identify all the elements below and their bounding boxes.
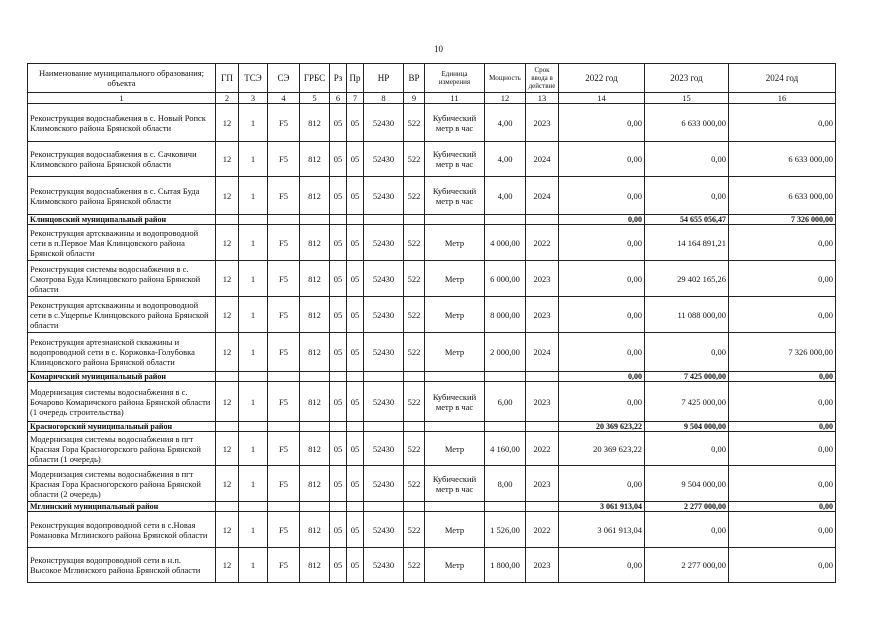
cell-nr: 52430 — [364, 177, 404, 215]
col-number: 4 — [268, 93, 300, 104]
col-header-power: Мощность — [485, 64, 526, 93]
cell-grbs — [300, 372, 330, 382]
col-header-2024: 2024 год — [729, 64, 836, 93]
cell-2023: 6 633 000,00 — [645, 104, 729, 142]
cell-term — [526, 422, 559, 432]
cell-2024: 6 633 000,00 — [729, 177, 836, 215]
cell-term: 2022 — [526, 225, 559, 261]
cell-2022: 0,00 — [559, 548, 645, 583]
cell-grbs: 812 — [300, 177, 330, 215]
cell-2024: 0,00 — [729, 372, 836, 382]
cell-2024: 0,00 — [729, 466, 836, 502]
cell-grbs: 812 — [300, 382, 330, 422]
cell-nr — [364, 502, 404, 512]
table-row — [28, 142, 836, 177]
cell-term: 2023 — [526, 297, 559, 333]
cell-tse — [239, 215, 268, 225]
cell-rz: 05 — [330, 382, 347, 422]
object-name: Реконструкция артскважины и водопроводной сети в п.Первое Мая Клинцовского района Брянской области — [28, 225, 216, 261]
cell-rz: 05 — [330, 466, 347, 502]
cell-unit — [425, 502, 485, 512]
cell-2023: 29 402 165,26 — [645, 261, 729, 297]
cell-2022: 20 369 623,22 — [559, 432, 645, 466]
cell-2022: 0,00 — [559, 466, 645, 502]
cell-power: 4 000,00 — [485, 225, 526, 261]
cell-gp: 12 — [216, 142, 239, 177]
cell-power: 1 800,00 — [485, 548, 526, 583]
cell-2023: 2 277 000,00 — [645, 548, 729, 583]
cell-unit: Метр — [425, 297, 485, 333]
cell-pr: 05 — [347, 225, 364, 261]
cell-2024: 0,00 — [729, 297, 836, 333]
cell-term: 2022 — [526, 432, 559, 466]
col-number: 7 — [347, 93, 364, 104]
cell-pr: 05 — [347, 512, 364, 548]
cell-grbs: 812 — [300, 297, 330, 333]
cell-gp: 12 — [216, 177, 239, 215]
cell-2024: 0,00 — [729, 104, 836, 142]
cell-unit: Метр — [425, 225, 485, 261]
cell-2023: 7 425 000,00 — [645, 382, 729, 422]
cell-power — [485, 422, 526, 432]
cell-grbs: 812 — [300, 548, 330, 583]
cell-nr: 52430 — [364, 382, 404, 422]
cell-2022: 0,00 — [559, 225, 645, 261]
cell-2023: 9 504 000,00 — [645, 422, 729, 432]
col-header-grbs: ГРБС — [300, 64, 330, 93]
col-number: 2 — [216, 93, 239, 104]
cell-pr: 05 — [347, 177, 364, 215]
cell-pr: 05 — [347, 466, 364, 502]
cell-power: 4,00 — [485, 177, 526, 215]
cell-gp — [216, 372, 239, 382]
cell-pr: 05 — [347, 548, 364, 583]
cell-term: 2023 — [526, 466, 559, 502]
cell-2023: 7 425 000,00 — [645, 372, 729, 382]
cell-vr: 522 — [404, 466, 425, 502]
district-total-row — [28, 502, 836, 512]
cell-gp: 12 — [216, 297, 239, 333]
cell-rz: 05 — [330, 297, 347, 333]
cell-nr — [364, 422, 404, 432]
cell-2022: 0,00 — [559, 104, 645, 142]
cell-gp — [216, 215, 239, 225]
cell-2022: 3 061 913,04 — [559, 512, 645, 548]
table-row — [28, 382, 836, 422]
cell-rz: 05 — [330, 225, 347, 261]
cell-tse: 1 — [239, 432, 268, 466]
cell-2022: 0,00 — [559, 333, 645, 372]
object-name: Реконструкция водопроводной сети в с.Новая Романовка Мглинского района Брянской области — [28, 512, 216, 548]
cell-pr: 05 — [347, 261, 364, 297]
cell-vr: 522 — [404, 382, 425, 422]
cell-tse: 1 — [239, 548, 268, 583]
cell-grbs — [300, 422, 330, 432]
col-number: 15 — [645, 93, 729, 104]
cell-unit: Кубический метр в час — [425, 177, 485, 215]
cell-gp: 12 — [216, 548, 239, 583]
district-name: Красногорский муниципальный район — [28, 422, 216, 432]
cell-term: 2023 — [526, 548, 559, 583]
cell-term: 2023 — [526, 261, 559, 297]
cell-unit: Кубический метр в час — [425, 382, 485, 422]
cell-term: 2024 — [526, 177, 559, 215]
col-header-2022: 2022 год — [559, 64, 645, 93]
cell-2024: 0,00 — [729, 512, 836, 548]
cell-term — [526, 215, 559, 225]
cell-pr: 05 — [347, 297, 364, 333]
col-header-se: СЭ — [268, 64, 300, 93]
cell-2022: 3 061 913,04 — [559, 502, 645, 512]
cell-2022: 0,00 — [559, 372, 645, 382]
cell-tse: 1 — [239, 177, 268, 215]
cell-vr: 522 — [404, 512, 425, 548]
col-header-gp: ГП — [216, 64, 239, 93]
col-number: 8 — [364, 93, 404, 104]
investment-table — [27, 63, 836, 583]
cell-se: F5 — [268, 104, 300, 142]
cell-rz — [330, 422, 347, 432]
cell-grbs: 812 — [300, 432, 330, 466]
cell-pr — [347, 372, 364, 382]
cell-2024: 6 633 000,00 — [729, 142, 836, 177]
cell-pr: 05 — [347, 142, 364, 177]
cell-unit: Кубический метр в час — [425, 104, 485, 142]
cell-nr: 52430 — [364, 466, 404, 502]
object-name: Реконструкция водоснабжения в с. Сачковичи Климовского района Брянской области — [28, 142, 216, 177]
cell-2024: 0,00 — [729, 432, 836, 466]
cell-unit: Метр — [425, 261, 485, 297]
table-row — [28, 104, 836, 142]
col-header-tse: ТСЭ — [239, 64, 268, 93]
object-name: Реконструкция водопроводной сети в н.п. Высокое Мглинского района Брянской области — [28, 548, 216, 583]
cell-tse: 1 — [239, 142, 268, 177]
cell-2022: 0,00 — [559, 215, 645, 225]
cell-grbs: 812 — [300, 104, 330, 142]
table-row — [28, 548, 836, 583]
cell-2024: 0,00 — [729, 261, 836, 297]
cell-power: 1 526,00 — [485, 512, 526, 548]
cell-power — [485, 372, 526, 382]
col-header-term: Срок ввода в действие — [526, 64, 559, 93]
cell-nr: 52430 — [364, 261, 404, 297]
cell-gp — [216, 502, 239, 512]
cell-2023: 11 088 000,00 — [645, 297, 729, 333]
cell-vr: 522 — [404, 297, 425, 333]
cell-se — [268, 372, 300, 382]
cell-unit — [425, 215, 485, 225]
cell-2023: 9 504 000,00 — [645, 466, 729, 502]
cell-2023: 14 164 891,21 — [645, 225, 729, 261]
cell-pr — [347, 502, 364, 512]
cell-se — [268, 422, 300, 432]
col-header-pr: Пр — [347, 64, 364, 93]
cell-term — [526, 372, 559, 382]
object-name: Реконструкция водоснабжения в с. Новый Ропск Климовского района Брянской области — [28, 104, 216, 142]
cell-power — [485, 215, 526, 225]
cell-power: 6,00 — [485, 382, 526, 422]
col-number: 13 — [526, 93, 559, 104]
cell-power: 8 000,00 — [485, 297, 526, 333]
object-name: Реконструкция артезианской скважины и водопроводной сети в с. Коржовка-Голубовка Клинцовского района Брянской области — [28, 333, 216, 372]
cell-unit — [425, 422, 485, 432]
cell-vr: 522 — [404, 333, 425, 372]
cell-tse: 1 — [239, 512, 268, 548]
cell-unit: Метр — [425, 548, 485, 583]
cell-se: F5 — [268, 142, 300, 177]
cell-2023: 0,00 — [645, 333, 729, 372]
cell-power — [485, 502, 526, 512]
cell-unit — [425, 372, 485, 382]
cell-grbs: 812 — [300, 466, 330, 502]
cell-2022: 0,00 — [559, 177, 645, 215]
table-row — [28, 261, 836, 297]
table-row — [28, 466, 836, 502]
col-number: 6 — [330, 93, 347, 104]
cell-rz: 05 — [330, 432, 347, 466]
cell-grbs — [300, 215, 330, 225]
cell-vr — [404, 372, 425, 382]
cell-power: 4,00 — [485, 142, 526, 177]
district-name: Комаричский муниципальный район — [28, 372, 216, 382]
object-name: Реконструкция системы водоснабжения в с. Смотрова Буда Клинцовского района Брянской области — [28, 261, 216, 297]
cell-nr: 52430 — [364, 333, 404, 372]
cell-se: F5 — [268, 177, 300, 215]
cell-2023: 54 655 056,47 — [645, 215, 729, 225]
col-number: 16 — [729, 93, 836, 104]
cell-vr: 522 — [404, 177, 425, 215]
cell-nr — [364, 372, 404, 382]
cell-tse: 1 — [239, 104, 268, 142]
district-total-row — [28, 372, 836, 382]
table-row — [28, 177, 836, 215]
cell-gp: 12 — [216, 225, 239, 261]
col-number: 14 — [559, 93, 645, 104]
col-header-rz: Рз — [330, 64, 347, 93]
table-row — [28, 512, 836, 548]
col-number: 9 — [404, 93, 425, 104]
cell-tse — [239, 502, 268, 512]
cell-2022: 20 369 623,22 — [559, 422, 645, 432]
cell-unit: Кубический метр в час — [425, 142, 485, 177]
cell-2023: 0,00 — [645, 142, 729, 177]
col-number: 11 — [425, 93, 485, 104]
col-number: 5 — [300, 93, 330, 104]
cell-pr — [347, 422, 364, 432]
cell-2024: 0,00 — [729, 382, 836, 422]
cell-tse: 1 — [239, 297, 268, 333]
cell-tse — [239, 372, 268, 382]
cell-2024: 7 326 000,00 — [729, 333, 836, 372]
cell-vr — [404, 502, 425, 512]
cell-se: F5 — [268, 466, 300, 502]
cell-grbs: 812 — [300, 333, 330, 372]
cell-tse: 1 — [239, 382, 268, 422]
table-row — [28, 225, 836, 261]
cell-2024: 7 326 000,00 — [729, 215, 836, 225]
cell-vr — [404, 215, 425, 225]
cell-pr: 05 — [347, 104, 364, 142]
cell-2022: 0,00 — [559, 142, 645, 177]
cell-power: 2 000,00 — [485, 333, 526, 372]
cell-tse: 1 — [239, 333, 268, 372]
cell-rz — [330, 215, 347, 225]
cell-tse: 1 — [239, 225, 268, 261]
cell-rz — [330, 372, 347, 382]
cell-nr: 52430 — [364, 297, 404, 333]
object-name: Модернизация системы водоснабжения в с. Бочарово Комаричского района Брянской области (1 очередь строительства) — [28, 382, 216, 422]
cell-rz: 05 — [330, 104, 347, 142]
col-number: 12 — [485, 93, 526, 104]
cell-se: F5 — [268, 548, 300, 583]
col-header-2023: 2023 год — [645, 64, 729, 93]
cell-grbs: 812 — [300, 512, 330, 548]
cell-unit: Метр — [425, 512, 485, 548]
cell-nr: 52430 — [364, 548, 404, 583]
cell-se: F5 — [268, 261, 300, 297]
cell-vr: 522 — [404, 261, 425, 297]
col-header-unit: Единица измерения — [425, 64, 485, 93]
col-header-nr: НР — [364, 64, 404, 93]
cell-power: 4 160,00 — [485, 432, 526, 466]
col-number: 1 — [28, 93, 216, 104]
cell-rz — [330, 502, 347, 512]
object-name: Модернизация системы водоснабжения в пгт Красная Гора Красногорского района Брянской области (1 очередь) — [28, 432, 216, 466]
cell-vr: 522 — [404, 225, 425, 261]
cell-2022: 0,00 — [559, 297, 645, 333]
cell-se: F5 — [268, 297, 300, 333]
object-name: Реконструкция водоснабжения в с. Сытая Буда Климовского района Брянской области — [28, 177, 216, 215]
cell-rz: 05 — [330, 177, 347, 215]
cell-nr — [364, 215, 404, 225]
cell-term: 2022 — [526, 512, 559, 548]
cell-term: 2023 — [526, 104, 559, 142]
table-row — [28, 297, 836, 333]
cell-gp: 12 — [216, 382, 239, 422]
cell-term: 2024 — [526, 142, 559, 177]
cell-vr: 522 — [404, 104, 425, 142]
header-row — [28, 64, 836, 93]
cell-pr: 05 — [347, 333, 364, 372]
cell-2024: 0,00 — [729, 225, 836, 261]
cell-pr: 05 — [347, 382, 364, 422]
cell-nr: 52430 — [364, 225, 404, 261]
table-body — [28, 104, 836, 583]
district-name: Клинцовский муниципальный район — [28, 215, 216, 225]
table-row — [28, 333, 836, 372]
object-name: Реконструкция артскважины и водопроводной сети в с.Ущерпье Клинцовского района Брянской области — [28, 297, 216, 333]
cell-vr: 522 — [404, 142, 425, 177]
cell-tse: 1 — [239, 466, 268, 502]
cell-term — [526, 502, 559, 512]
cell-gp — [216, 422, 239, 432]
cell-grbs: 812 — [300, 142, 330, 177]
cell-power: 4,00 — [485, 104, 526, 142]
cell-rz: 05 — [330, 142, 347, 177]
cell-rz: 05 — [330, 548, 347, 583]
cell-se: F5 — [268, 225, 300, 261]
cell-se — [268, 215, 300, 225]
col-header-name: Наименование муниципального образования; объекта — [28, 64, 216, 93]
cell-power: 6 000,00 — [485, 261, 526, 297]
col-number: 3 — [239, 93, 268, 104]
cell-power: 8,00 — [485, 466, 526, 502]
cell-vr: 522 — [404, 548, 425, 583]
cell-se: F5 — [268, 432, 300, 466]
cell-rz: 05 — [330, 261, 347, 297]
cell-pr: 05 — [347, 432, 364, 466]
cell-pr — [347, 215, 364, 225]
cell-rz: 05 — [330, 512, 347, 548]
object-name: Модернизация системы водоснабжения в пгт Красная Гора Красногорского района Брянской области (2 очередь) — [28, 466, 216, 502]
cell-nr: 52430 — [364, 432, 404, 466]
cell-2024: 0,00 — [729, 422, 836, 432]
cell-grbs: 812 — [300, 225, 330, 261]
district-total-row — [28, 422, 836, 432]
cell-nr: 52430 — [364, 104, 404, 142]
cell-2023: 0,00 — [645, 512, 729, 548]
district-total-row — [28, 215, 836, 225]
cell-tse — [239, 422, 268, 432]
cell-unit: Метр — [425, 432, 485, 466]
cell-gp: 12 — [216, 104, 239, 142]
cell-term: 2024 — [526, 333, 559, 372]
cell-2023: 0,00 — [645, 177, 729, 215]
district-name: Мглинский муниципальный район — [28, 502, 216, 512]
cell-se: F5 — [268, 382, 300, 422]
cell-term: 2023 — [526, 382, 559, 422]
cell-2024: 0,00 — [729, 502, 836, 512]
cell-gp: 12 — [216, 466, 239, 502]
cell-nr: 52430 — [364, 142, 404, 177]
cell-gp: 12 — [216, 512, 239, 548]
cell-2024: 0,00 — [729, 548, 836, 583]
cell-unit: Метр — [425, 333, 485, 372]
cell-vr — [404, 422, 425, 432]
cell-tse: 1 — [239, 261, 268, 297]
cell-se: F5 — [268, 512, 300, 548]
cell-2023: 0,00 — [645, 432, 729, 466]
page-number: 10 — [434, 44, 443, 54]
column-number-row — [28, 93, 836, 104]
cell-gp: 12 — [216, 333, 239, 372]
cell-gp: 12 — [216, 261, 239, 297]
cell-2022: 0,00 — [559, 261, 645, 297]
table-row — [28, 432, 836, 466]
cell-grbs — [300, 502, 330, 512]
cell-vr: 522 — [404, 432, 425, 466]
cell-gp: 12 — [216, 432, 239, 466]
cell-2022: 0,00 — [559, 382, 645, 422]
cell-nr: 52430 — [364, 512, 404, 548]
cell-se: F5 — [268, 333, 300, 372]
col-header-vr: ВР — [404, 64, 425, 93]
cell-rz: 05 — [330, 333, 347, 372]
cell-unit: Кубический метр в час — [425, 466, 485, 502]
cell-se — [268, 502, 300, 512]
cell-grbs: 812 — [300, 261, 330, 297]
cell-2023: 2 277 000,00 — [645, 502, 729, 512]
